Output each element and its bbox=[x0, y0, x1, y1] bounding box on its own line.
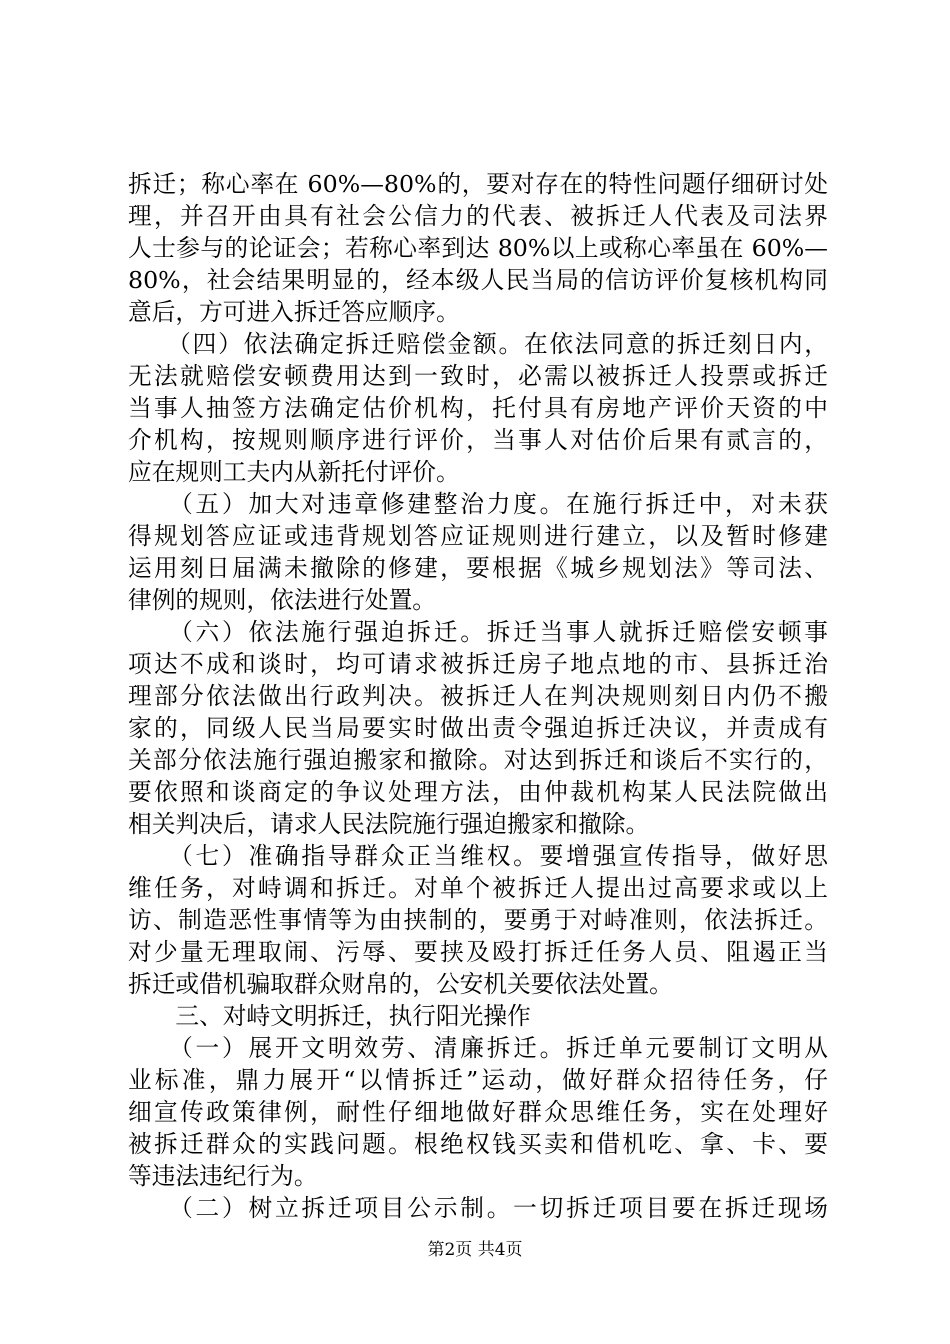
text-line: 理，并召开由具有社会公信力的代表、被拆迁人代表及司法界 bbox=[128, 202, 828, 230]
page-footer: 第2页 共4页 bbox=[427, 1240, 523, 1260]
text-line: 家的，同级人民当局要实时做出责令强迫拆迁决议，并责成有 bbox=[128, 714, 828, 742]
text-line: 相关判决后，请求人民法院施行强迫搬家和撤除。 bbox=[128, 810, 650, 838]
text-line: 业标准，鼎力展开“以情拆迁”运动，做好群众招待任务，仔 bbox=[128, 1066, 828, 1094]
text-line: 拆迁或借机骗取群众财帛的，公安机关要依法处置。 bbox=[128, 970, 673, 998]
text-line: 维任务，对峙调和拆迁。对单个被拆迁人提出过高要求或以上 bbox=[128, 874, 828, 902]
text-line: （二）树立拆迁项目公示制。一切拆迁项目要在拆迁现场 bbox=[128, 1194, 828, 1222]
text-line: 得规划答应证或违背规划答应证规则进行建立，以及暂时修建 bbox=[128, 522, 828, 550]
text-line: 应在规则工夫内从新托付评价。 bbox=[128, 458, 460, 486]
text-line: （五）加大对违章修建整治力度。在施行拆迁中，对未获 bbox=[128, 490, 828, 518]
text-line: 被拆迁群众的实践问题。根绝权钱买卖和借机吃、拿、卡、要 bbox=[128, 1130, 828, 1158]
text-line: （四）依法确定拆迁赔偿金额。在依法同意的拆迁刻日内， bbox=[128, 330, 828, 358]
document-body bbox=[128, 168, 828, 1224]
text-line: 无法就赔偿安顿费用达到一致时，必需以被拆迁人投票或拆迁 bbox=[128, 362, 828, 390]
section-heading: 三、对峙文明拆迁，执行阳光操作 bbox=[128, 1002, 531, 1030]
text-line: 访、制造恶性事情等为由挟制的，要勇于对峙准则，依法拆迁。 bbox=[128, 906, 828, 934]
text-line: 理部分依法做出行政判决。被拆迁人在判决规则刻日内仍不搬 bbox=[128, 682, 828, 710]
text-line: 要依照和谈商定的争议处理方法，由仲裁机构某人民法院做出 bbox=[128, 778, 828, 806]
text-line: 拆迁；称心率在 60%—80%的，要对存在的特性问题仔细研讨处 bbox=[128, 170, 828, 198]
text-line: 介机构，按规则顺序进行评价，当事人对估价后果有贰言的， bbox=[128, 426, 828, 454]
text-line: （七）准确指导群众正当维权。要增强宣传指导，做好思 bbox=[128, 842, 828, 870]
text-line: 关部分依法施行强迫搬家和撤除。对达到拆迁和谈后不实行的， bbox=[128, 746, 828, 774]
text-line: 当事人抽签方法确定估价机构，托付具有房地产评价天资的中 bbox=[128, 394, 828, 422]
text-line: 人士参与的论证会；若称心率到达 80%以上或称心率虽在 60%— bbox=[128, 234, 828, 262]
text-line: （六）依法施行强迫拆迁。拆迁当事人就拆迁赔偿安顿事 bbox=[128, 618, 828, 646]
text-line: （一）展开文明效劳、清廉拆迁。拆迁单元要制订文明从 bbox=[128, 1034, 828, 1062]
text-line: 对少量无理取闹、污辱、要挟及殴打拆迁任务人员、阻遏正当 bbox=[128, 938, 828, 966]
text-line: 运用刻日届满未撤除的修建，要根据《城乡规划法》等司法、 bbox=[128, 554, 828, 582]
text-line: 意后，方可进入拆迁答应顺序。 bbox=[128, 298, 460, 326]
text-line: 等违法违纪行为。 bbox=[128, 1162, 318, 1190]
text-line: 律例的规则，依法进行处置。 bbox=[128, 586, 436, 614]
body-text bbox=[128, 168, 828, 1224]
text-line: 细宣传政策律例，耐性仔细地做好群众思维任务，实在处理好 bbox=[128, 1098, 828, 1126]
text-line: 80%，社会结果明显的，经本级人民当局的信访评价复核机构同 bbox=[128, 266, 828, 294]
text-line: 项达不成和谈时，均可请求被拆迁房子地点地的市、县拆迁治 bbox=[128, 650, 828, 678]
